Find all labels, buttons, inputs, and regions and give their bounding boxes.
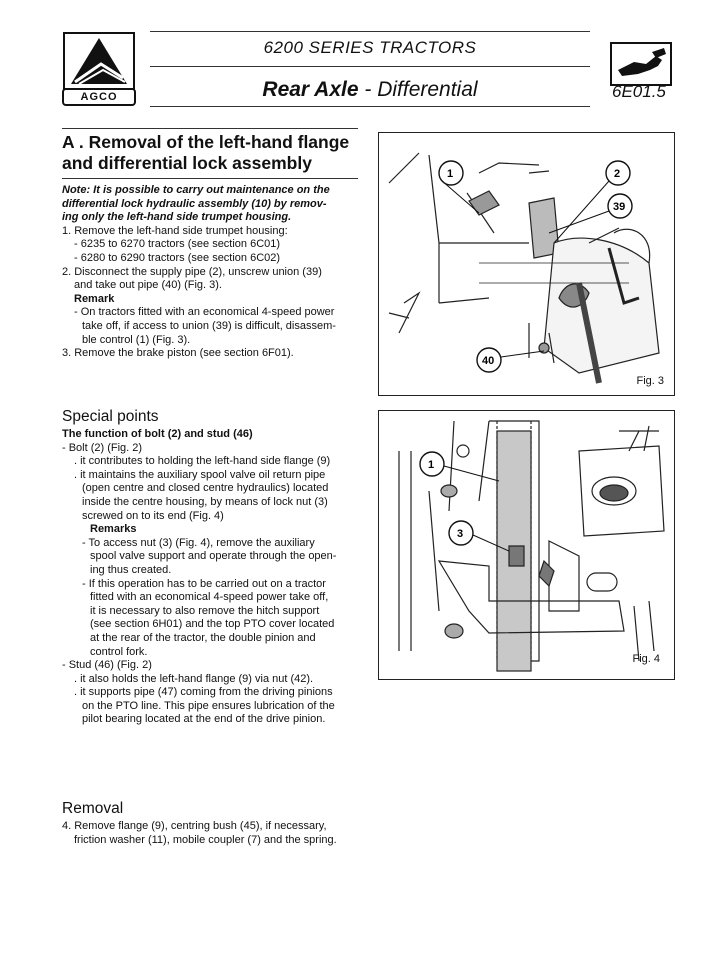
svg-text:3: 3: [457, 528, 464, 540]
svg-text:40: 40: [482, 355, 495, 367]
fig3-drawing: [379, 133, 674, 395]
figure-3: [378, 132, 675, 396]
header-rule-mid: [150, 66, 590, 67]
removal-heading: Removal: [62, 800, 124, 817]
section-rule-top: [62, 128, 358, 129]
svg-text:1: 1: [428, 459, 435, 471]
header-rule-bottom: [150, 106, 590, 107]
removal-text: 4. Remove flange (9), centring bush (45), if necessary, friction washer (11), mobile coupler (7) and the spring.: [62, 820, 337, 846]
header-rule-top: [150, 31, 590, 32]
logo-text: AGCO: [62, 88, 136, 106]
agco-triangle-icon: [65, 34, 133, 88]
series-title: 6200 SERIES TRACTORS: [263, 38, 477, 57]
svg-text:39: 39: [613, 201, 626, 213]
fig4-caption: Fig. 4: [632, 653, 660, 665]
page-code: 6E01.5: [612, 82, 666, 101]
special-points-heading: Special points: [62, 408, 159, 425]
svg-text:1: 1: [447, 168, 454, 180]
section-title: A . Removal of the left-hand flange and differential lock assembly: [62, 132, 350, 173]
special-points-text: The function of bolt (2) and stud (46) - Bolt (2) (Fig. 2) . it contributes to holding the left-hand side flange (9) . it maintains the auxiliary spool valve oil return pipe (open centre and closed centre hydraulics) located inside the centre housing, by means of lock nut (3) screwed on to its end (Fig. 4) Remarks - To access nut (3) (Fig. 4), remove the auxiliary spool valve support and operate through the open- ing thus created. - If this operation has to be carried out on a tractor fitted with an economical 4-speed power take off, it is necessary to also remove the hitch support (see section 6H01) and the top PTO cover located at the rear of the tractor, the double pinion and control fork. - Stud (46) (Fig. 2) . it also holds the left-hand flange (9) via nut (42). . it supports pipe (47) coming from the driving pinions on the PTO line. This pipe ensures lubrication of the pilot bearing located at the end of the drive pinion.: [62, 428, 337, 726]
agco-logo: [63, 32, 135, 90]
section-rule-bottom: [62, 178, 358, 179]
figure-4: [378, 410, 675, 680]
fig3-caption: Fig. 3: [636, 375, 664, 387]
procedure-text: Note: It is possible to carry out maintenance on the differential lock hydraulic assembly (10) by remov- ing only the left-hand side trumpet housing. 1. Remove the left-hand side trumpet housing: - 6235 to 6270 tractors (see section 6C01) - 6280 to 6290 tractors (see section 6C02) 2. Disconnect the supply pipe (2), unscrew union (39) and take out pipe (40) (Fig. 3). Remark - On tractors fitted with an economical 4-speed power take off, if access to union (39) is difficult, disassem- ble control (1) (Fig. 3). 3. Remove the brake piston (see section 6F01).: [62, 184, 336, 360]
wrench-hand-icon: [610, 42, 672, 86]
fig4-drawing: [379, 411, 674, 679]
page-title: Rear Axle - Differential: [262, 78, 478, 101]
svg-text:2: 2: [614, 168, 621, 180]
